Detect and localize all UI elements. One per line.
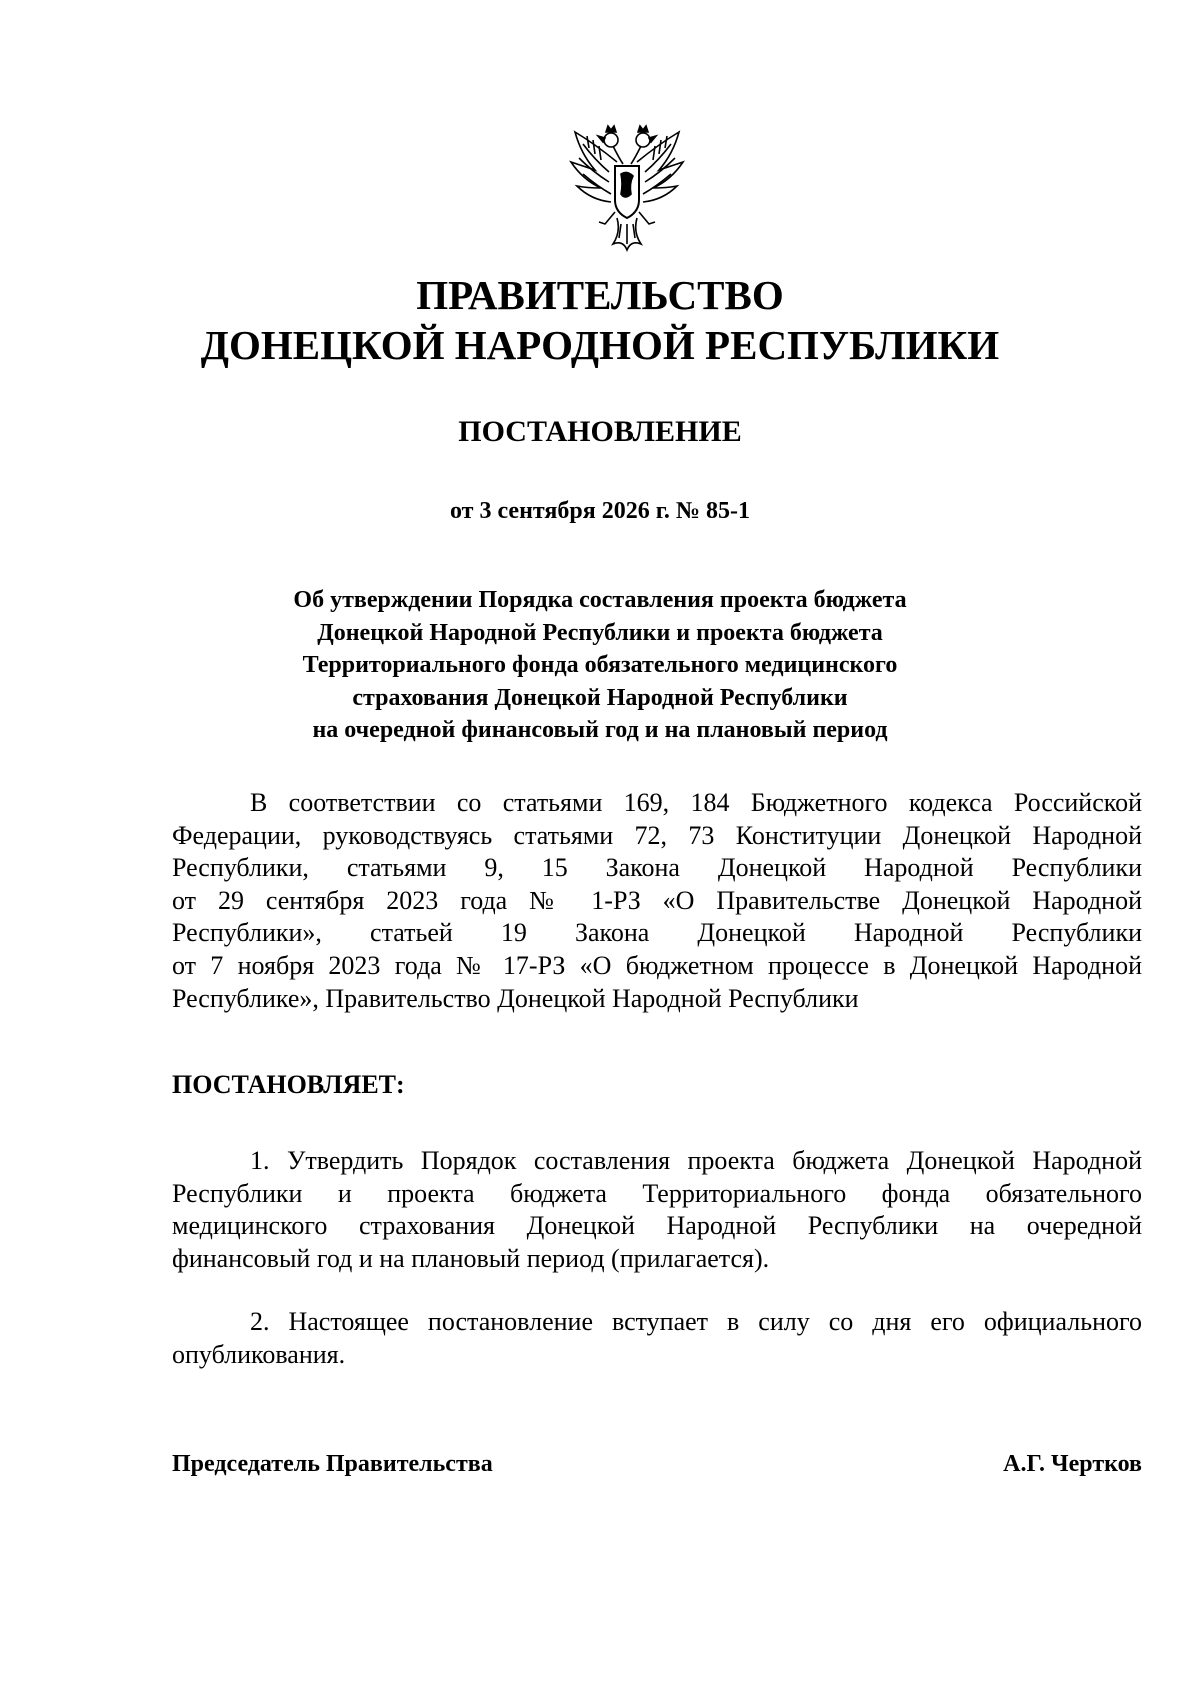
item-line: медицинского страхования Донецкой Народной Республики на очередной bbox=[172, 1211, 1142, 1241]
document-type: ПОСТАНОВЛЕНИЕ bbox=[458, 415, 742, 448]
signatory-position: Председатель Правительства bbox=[172, 1451, 493, 1477]
coat-of-arms-icon bbox=[565, 114, 689, 264]
item-line: 2. Настоящее постановление вступает в силу со дня его официального bbox=[250, 1307, 1142, 1336]
preamble-line: Республики, статьями 9, 15 Закона Донецкой Народной Республики bbox=[172, 853, 1142, 883]
preamble-line: Федерации, руководствуясь статьями 72, 73 Конституции Донецкой Народной bbox=[172, 820, 1142, 850]
item-line: опубликования. bbox=[172, 1339, 346, 1369]
subject-line: Об утверждении Порядка составления проекта бюджета bbox=[293, 587, 907, 613]
preamble-line: Республики», статьей 19 Закона Донецкой Народной Республики bbox=[172, 918, 1142, 948]
signatory-name: А.Г. Чертков bbox=[1003, 1451, 1142, 1477]
document-date-number: от 3 сентября 2026 г. № 85-1 bbox=[450, 498, 750, 524]
government-title-line1: ПРАВИТЕЛЬСТВО bbox=[416, 272, 784, 318]
preamble-paragraph bbox=[172, 787, 1142, 1015]
subject-line: Донецкой Народной Республики и проекта бюджета bbox=[317, 619, 883, 646]
government-title-line2: ДОНЕЦКОЙ НАРОДНОЙ РЕСПУБЛИКИ bbox=[200, 322, 1000, 368]
resolves-heading: ПОСТАНОВЛЯЕТ: bbox=[172, 1070, 405, 1099]
item-line: 1. Утвердить Порядок составления проекта бюджета Донецкой Народной bbox=[250, 1146, 1142, 1175]
item-line: Республики и проекта бюджета Территориального фонда обязательного bbox=[172, 1178, 1142, 1208]
preamble-line: В соответствии со статьями 169, 184 Бюджетного кодекса Российской bbox=[250, 788, 1142, 817]
subject-line: на очередной финансовый год и на плановый период bbox=[312, 717, 888, 743]
item-2-paragraph bbox=[172, 1306, 1142, 1371]
government-title bbox=[0, 270, 1200, 370]
preamble-line: от 7 ноября 2023 года № 17-РЗ «О бюджетном процессе в Донецкой Народной bbox=[172, 950, 1142, 980]
subject-line: Территориального фонда обязательного медицинского bbox=[302, 652, 898, 678]
subject-line: страхования Донецкой Народной Республики bbox=[352, 684, 848, 711]
item-line: финансовый год и на плановый период (прилагается). bbox=[172, 1243, 770, 1273]
item-1-paragraph bbox=[172, 1145, 1142, 1275]
preamble-line: от 29 сентября 2023 года № 1-РЗ «О Правительстве Донецкой Народной bbox=[172, 885, 1142, 915]
preamble-line: Республике», Правительство Донецкой Народной Республики bbox=[172, 983, 859, 1013]
document-subject bbox=[0, 584, 1200, 747]
